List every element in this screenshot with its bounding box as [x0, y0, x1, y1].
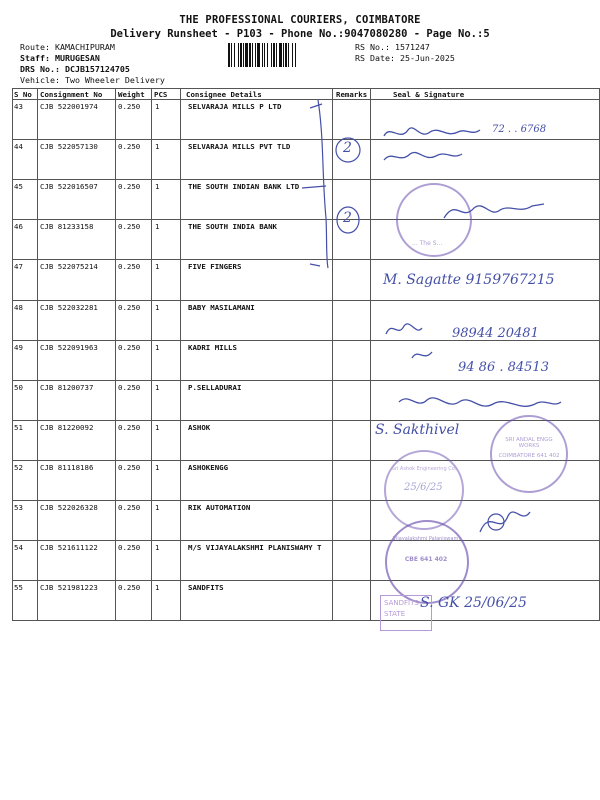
row-divider: [12, 580, 600, 581]
row-consignee: SANDFITS: [188, 583, 224, 593]
remark-mark-46: 2: [343, 210, 352, 226]
table-top-rule: [12, 88, 600, 89]
row-divider: [12, 380, 600, 381]
row-pcs: 1: [155, 422, 160, 432]
row-pcs: 1: [155, 142, 160, 152]
signature-44-scribble: [380, 120, 500, 170]
col-header-sno: S No: [14, 90, 32, 99]
row-consignee: SELVARAJA MILLS P LTD: [188, 102, 282, 111]
row-consignment-no: CJB 81220092: [40, 422, 94, 432]
row-weight: 0.250: [118, 422, 141, 432]
row-pcs: 1: [155, 262, 160, 272]
row-pcs: 1: [155, 583, 160, 593]
row-consignment-no: CJB 81233158: [40, 222, 94, 232]
col-header-pcs: PCS: [154, 90, 168, 99]
signature-46-scribble: [440, 196, 550, 226]
row-consignee: P.SELLADURAI: [188, 382, 242, 392]
remarks-bracket-marks: [300, 98, 370, 278]
route-label: Route: KAMACHIPURAM: [20, 42, 115, 52]
barcode: [228, 43, 346, 67]
row-weight: 0.250: [118, 342, 141, 352]
row-weight: 0.250: [118, 302, 141, 312]
row-consignee: BABY MASILAMANI: [188, 302, 255, 312]
row-sno: 49: [14, 342, 23, 352]
row-weight: 0.250: [118, 182, 141, 192]
column-rule: [180, 88, 181, 620]
row-consignee: M/S VIJAYALAKSHMI PLANISWAMY T: [188, 543, 322, 553]
row-weight: 0.250: [118, 382, 141, 392]
row-sno: 53: [14, 503, 23, 512]
row-consignment-no: CJB 522057130: [40, 142, 98, 152]
mills-stamp: [384, 450, 464, 530]
staff-label: Staff: MURUGESAN: [20, 53, 100, 63]
col-header-seal: Seal & Signature: [393, 90, 465, 99]
row-sno: 46: [14, 222, 23, 232]
row-consignment-no: CJB 521611122: [40, 543, 98, 553]
sandfits-stamp-sub: STATE: [384, 610, 406, 618]
row-consignment-no: CJB 521981223: [40, 583, 98, 593]
signature-49-number2: 94 86 . 84513: [458, 360, 549, 375]
col-header-remarks: Remarks: [336, 90, 368, 99]
row-consignee: THE SOUTH INDIAN BANK LTD: [188, 182, 300, 192]
rs-no-label: RS No.: 1571247: [355, 42, 430, 52]
row-sno: 51: [14, 422, 23, 432]
signature-55: S. GK 25/06/25: [420, 595, 527, 611]
row-consignee: ASHOKENGG: [188, 462, 229, 472]
row-sno: 52: [14, 462, 23, 472]
row-weight: 0.250: [118, 583, 141, 593]
column-rule: [12, 88, 13, 620]
signature-49-scribble: [382, 318, 442, 368]
row-sno: 55: [14, 583, 23, 593]
enggs-stamp-city: COIMBATORE 641 402: [498, 453, 560, 459]
col-header-weight: Weight: [118, 90, 145, 99]
column-rule: [37, 88, 38, 620]
row-pcs: 1: [155, 102, 160, 111]
row-consignment-no: CJB 81118186: [40, 462, 94, 472]
row-pcs: 1: [155, 222, 160, 232]
runsheet-title: Delivery Runsheet - P103 - Phone No.:9047080280 - Page No.:5: [110, 28, 490, 40]
vijaya-stamp-city: CBE 641 402: [404, 556, 448, 563]
row-consignment-no: CJB 522001974: [40, 102, 98, 111]
row-consignee: THE SOUTH INDIA BANK: [188, 222, 277, 232]
row-weight: 0.250: [118, 222, 141, 232]
row-pcs: 1: [155, 503, 160, 512]
row-sno: 43: [14, 102, 23, 111]
row-weight: 0.250: [118, 462, 141, 472]
vijaya-stamp: [385, 520, 469, 604]
sandfits-stamp-text: SANDFITS: [384, 599, 419, 607]
company-title: THE PROFESSIONAL COURIERS, COIMBATORE: [179, 14, 421, 26]
row-weight: 0.250: [118, 543, 141, 553]
signature-47: M. Sagatte 9159767215: [383, 272, 555, 288]
signature-49-number: 98944 20481: [452, 326, 539, 341]
enggs-stamp: [490, 415, 568, 493]
row-divider: [12, 620, 600, 621]
row-sno: 45: [14, 182, 23, 192]
row-consignee: KADRI MILLS: [188, 342, 237, 352]
row-sno: 44: [14, 142, 23, 152]
drs-label: DRS No.: DCJB157124705: [20, 64, 130, 74]
row-weight: 0.250: [118, 142, 141, 152]
column-rule: [370, 88, 371, 620]
rs-date-label: RS Date: 25-Jun-2025: [355, 53, 455, 63]
column-rule: [151, 88, 152, 620]
row-pcs: 1: [155, 382, 160, 392]
barcode-bar: [296, 43, 297, 67]
row-sno: 54: [14, 543, 23, 553]
row-sno: 48: [14, 302, 23, 312]
row-weight: 0.250: [118, 503, 141, 512]
row-weight: 0.250: [118, 262, 141, 272]
row-sno: 50: [14, 382, 23, 392]
row-pcs: 1: [155, 182, 160, 192]
row-consignee: RIK AUTOMATION: [188, 503, 251, 512]
row-consignment-no: CJB 81200737: [40, 382, 94, 392]
signature-53-scribble: [470, 498, 540, 538]
bank-stamp-text: ... The S...: [412, 240, 443, 247]
row-divider: [12, 300, 600, 301]
row-weight: 0.250: [118, 102, 141, 111]
row-divider: [12, 540, 600, 541]
row-consignment-no: CJB 522091963: [40, 342, 98, 352]
mills-stamp-date: 25/6/25: [404, 482, 443, 493]
row-pcs: 1: [155, 342, 160, 352]
row-consignee: FIVE FINGERS: [188, 262, 242, 272]
row-consignment-no: CJB 522016507: [40, 182, 98, 192]
signature-44-number: 72 . . 6768: [492, 124, 547, 135]
row-consignment-no: CJB 522032281: [40, 302, 98, 312]
row-consignee: ASHOK: [188, 422, 211, 432]
row-consignee: SELVARAJA MILLS PVT TLD: [188, 142, 291, 152]
col-header-consignment: Consignment No: [40, 90, 103, 99]
signature-51: S. Sakthivel: [375, 422, 460, 438]
col-header-consignee: Consignee Details: [186, 90, 262, 99]
row-sno: 47: [14, 262, 23, 272]
row-consignment-no: CJB 522075214: [40, 262, 98, 272]
remark-mark-44: 2: [343, 140, 352, 156]
row-pcs: 1: [155, 462, 160, 472]
mills-stamp-text: Sri Ashok Engineering Co.: [391, 466, 457, 472]
row-consignment-no: CJB 522026328: [40, 503, 98, 512]
row-pcs: 1: [155, 543, 160, 553]
vehicle-label: Vehicle: Two Wheeler Delivery: [20, 75, 165, 85]
row-pcs: 1: [155, 302, 160, 312]
column-rule: [115, 88, 116, 620]
vijaya-stamp-text: Vijayalakshmi Palaniswamy: [392, 536, 462, 542]
enggs-stamp-text: SRI ANDAL ENGG WORKS: [505, 437, 553, 449]
